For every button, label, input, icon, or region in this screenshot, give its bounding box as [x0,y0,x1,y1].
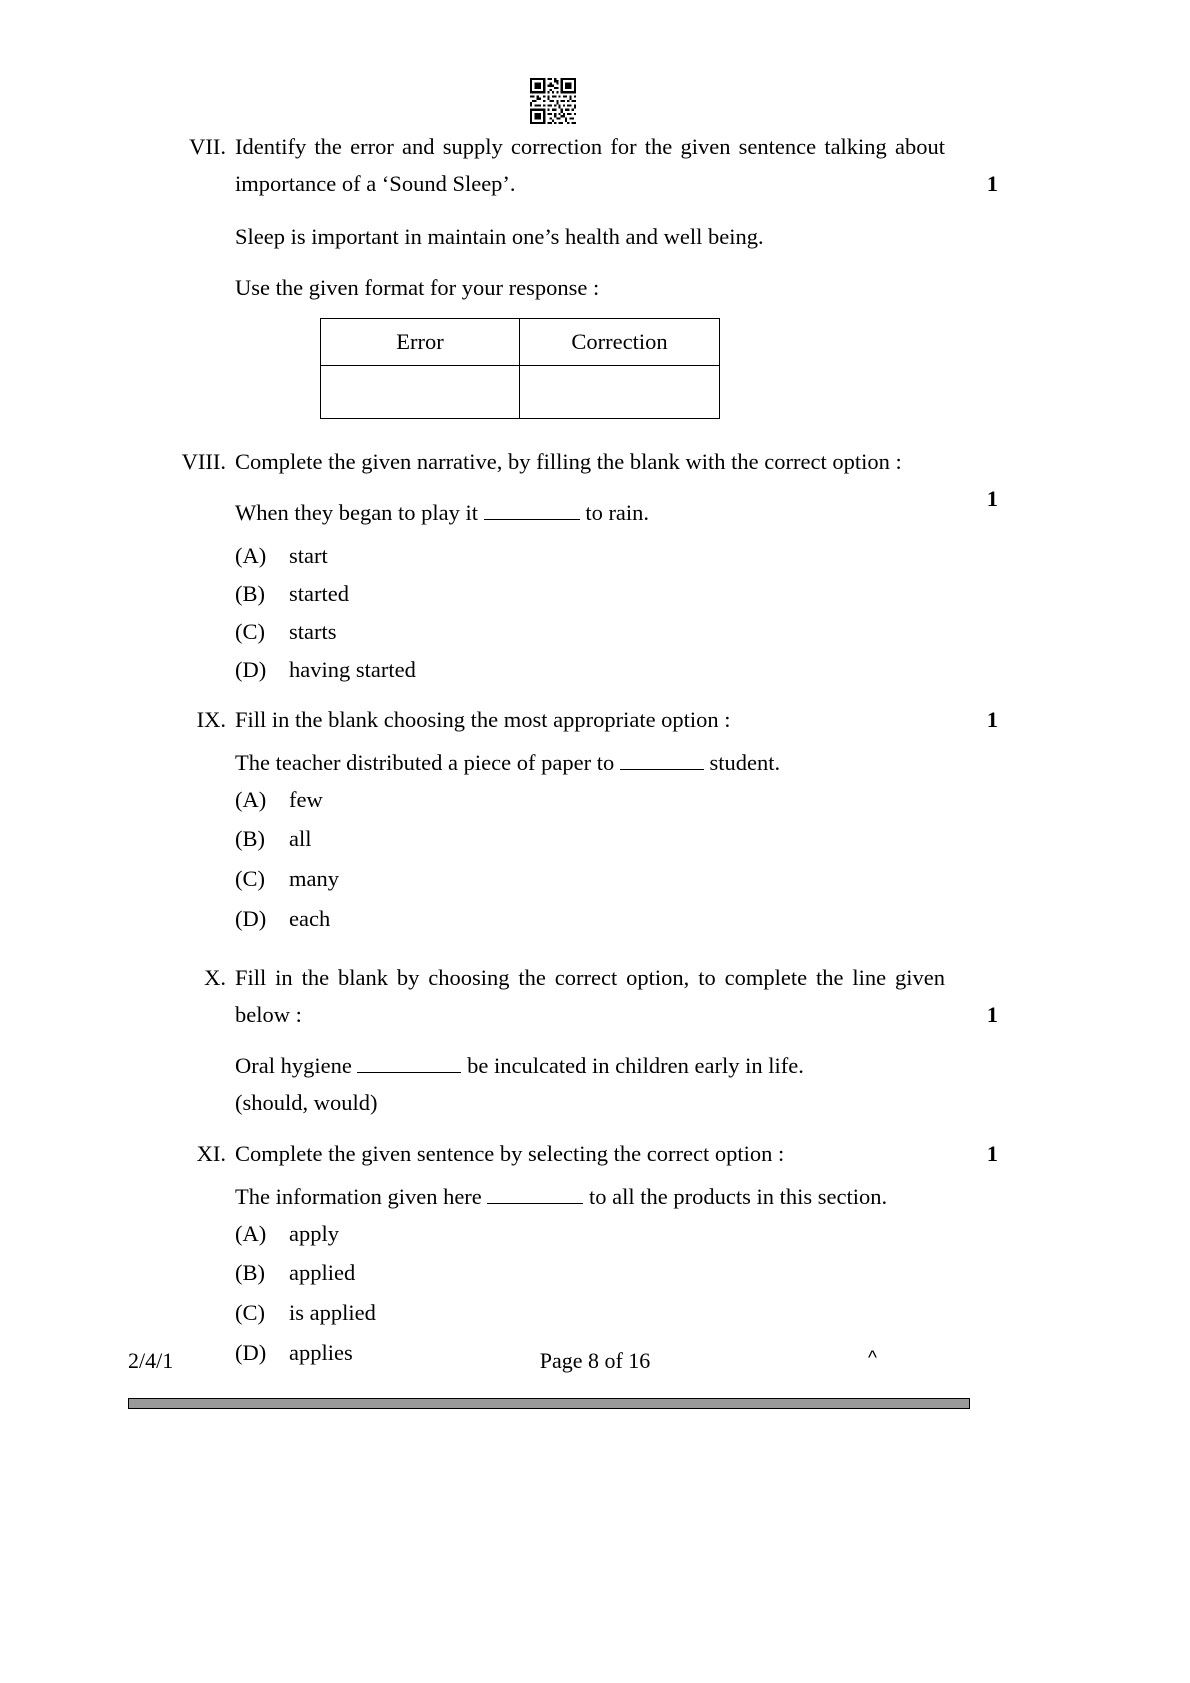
option-key: (B) [235,826,265,851]
question-xi [0,1135,1190,1373]
marks-value: 1 [986,486,998,511]
marks-value: 1 [986,1002,998,1027]
option-b[interactable] [0,575,1190,613]
table-header-correction: Correction [520,319,720,366]
error-answer-cell[interactable] [321,366,520,419]
option-c[interactable] [0,613,1190,651]
option-label: apply [289,1221,339,1246]
option-key: (B) [235,581,265,606]
page-number: Page 8 of 16 [539,1348,651,1373]
question-ix [0,701,1190,939]
table-row[interactable] [321,366,720,419]
question-stem [0,1178,1190,1215]
option-c[interactable] [0,859,1190,899]
option-b[interactable] [0,819,1190,859]
fill-in-blank[interactable] [487,1185,583,1204]
question-numeral: IX. [196,707,226,732]
question-stem [0,494,1190,531]
stem-before-blank: The information given here [235,1184,482,1209]
question-list [0,128,1190,1373]
option-b[interactable] [0,1253,1190,1293]
option-label: having started [289,657,416,682]
option-label: applied [289,1260,356,1285]
question-prompt: Complete the given sentence by selecting the correct option : [235,1141,785,1166]
question-prompt: Fill in the blank by choosing the correct option, to complete the line given below : [235,965,945,1027]
option-a[interactable] [0,537,1190,575]
stem-after-blank: student. [709,750,781,775]
fill-in-blank[interactable] [484,501,580,520]
option-key: (C) [235,619,265,644]
question-x [0,959,1190,1121]
option-label: many [289,866,339,891]
marks-value: 1 [986,707,998,732]
option-c[interactable] [0,1293,1190,1333]
caret-icon: ^ [868,1348,877,1369]
fill-in-blank[interactable] [357,1054,461,1073]
question-hint: (should, would) [235,1090,378,1115]
marks-value: 1 [986,171,998,196]
question-prompt: Complete the given narrative, by filling the blank with the correct option : [235,449,902,474]
question-numeral: VIII. [181,449,226,474]
question-vii [0,128,1190,419]
option-label: start [289,543,328,568]
option-label: is applied [289,1300,376,1325]
table-header-error: Error [321,319,520,366]
qr-code-icon [530,78,576,124]
table-header-row [321,319,720,366]
stem-before-blank: Oral hygiene [235,1053,352,1078]
option-d[interactable] [0,899,1190,939]
option-label: applies [289,1340,353,1365]
option-key: (D) [235,1340,267,1365]
option-key: (C) [235,866,265,891]
option-a[interactable] [0,1215,1190,1253]
question-numeral: X. [204,965,226,990]
stem-after-blank: to all the products in this section. [589,1184,888,1209]
option-key: (B) [235,1260,265,1285]
question-sentence: Sleep is important in maintain one’s health and well being. [235,224,764,249]
option-label: starts [289,619,337,644]
option-label: few [289,787,323,812]
question-stem [0,1047,1190,1084]
option-key: (C) [235,1300,265,1325]
footer-rule [128,1398,970,1409]
option-label: each [289,906,331,931]
option-key: (A) [235,1221,267,1246]
option-label: all [289,826,312,851]
stem-before-blank: When they began to play it [235,500,479,525]
option-key: (A) [235,787,267,812]
option-d[interactable] [0,651,1190,689]
paper-code: 2/4/1 [128,1348,174,1373]
response-format-instruction: Use the given format for your response : [235,275,600,300]
question-prompt: Identify the error and supply correction for the given sentence talking about importance of a ‘Sound Sleep’. [235,134,945,196]
correction-answer-cell[interactable] [520,366,720,419]
question-stem [0,744,1190,781]
fill-in-blank[interactable] [620,751,704,770]
option-a[interactable] [0,781,1190,819]
stem-before-blank: The teacher distributed a piece of paper to [235,750,615,775]
question-numeral: XI. [196,1141,226,1166]
question-prompt: Fill in the blank choosing the most appropriate option : [235,707,731,732]
option-key: (D) [235,906,267,931]
question-viii [0,443,1190,689]
option-label: started [289,581,349,606]
answer-format-table [320,318,720,419]
marks-value: 1 [986,1141,998,1166]
option-key: (D) [235,657,267,682]
question-numeral: VII. [189,134,226,159]
option-key: (A) [235,543,267,568]
stem-after-blank: be inculcated in children early in life. [467,1053,804,1078]
stem-after-blank: to rain. [585,500,650,525]
